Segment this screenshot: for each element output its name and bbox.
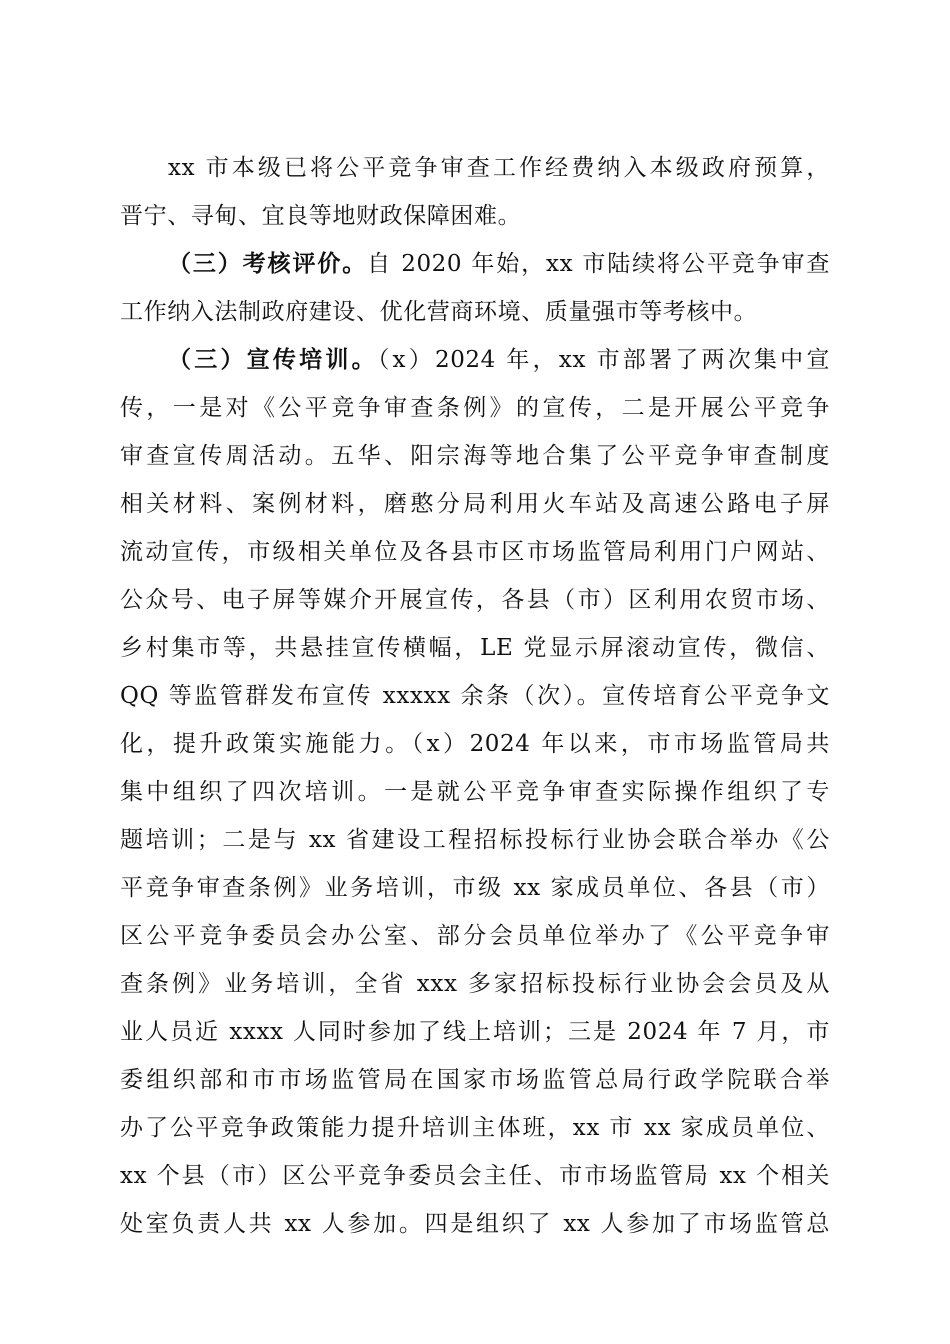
paragraph-3-line-2: 传，一是对《公平竞争审查条例》的宣传，二是开展公平竞争 (120, 395, 830, 421)
document-page (120, 144, 830, 1248)
paragraph-2-line-2: 工作纳入法制政府建设、优化营商环境、质量强市等考核中。 (120, 299, 758, 325)
paragraph-1-line-1: xx 市本级已将公平竞争审查工作经费纳入本级政府预算， (168, 155, 830, 181)
paragraph-3-line-7: 乡村集市等，共悬挂宣传横幅，LE 党显示屏滚动宣传，微信、 (120, 635, 830, 661)
paragraph-2-line-1 (120, 240, 830, 288)
paragraph-3-line-10: 集中组织了四次培训。一是就公平竞争审查实际操作组织了专 (120, 779, 830, 805)
section-heading-publicity-training: （三）宣传培训。 (168, 346, 378, 373)
paragraph-3-line-3: 审查宣传周活动。五华、阳宗海等地合集了公平竞争审查制度 (120, 443, 830, 469)
paragraph-3-line-6: 公众号、电子屏等媒介开展宣传，各县（市）区利用农贸市场、 (120, 587, 830, 613)
section-heading-assessment: （三）考核评价。 (168, 250, 368, 277)
paragraph-3-line-1-text: （x）2024 年，xx 市部署了两次集中宣 (377, 347, 830, 373)
paragraph-3-line-15: 业人员近 xxxx 人同时参加了线上培训；三是 2024 年 7 月，市 (120, 1019, 830, 1045)
paragraph-3-line-16: 委组织部和市市场监管局在国家市场监管总局行政学院联合举 (120, 1067, 830, 1093)
paragraph-3-line-18: xx 个县（市）区公平竞争委员会主任、市市场监管局 xx 个相关 (120, 1163, 830, 1189)
paragraph-3-line-5: 流动宣传，市级相关单位及各县市区市场监管局利用门户网站、 (120, 539, 830, 565)
paragraph-3-line-1 (120, 336, 830, 384)
paragraph-1-line-2: 晋宁、寻甸、宜良等地财政保障困难。 (120, 203, 522, 229)
paragraph-3-line-11: 题培训；二是与 xx 省建设工程招标投标行业协会联合举办《公 (120, 827, 830, 853)
paragraph-3-line-13: 区公平竞争委员会办公室、部分会员单位举办了《公平竞争审 (120, 923, 830, 949)
paragraph-3-line-9: 化，提升政策实施能力。（x）2024 年以来，市市场监管局共 (120, 731, 830, 757)
paragraph-3-line-14: 查条例》业务培训，全省 xxx 多家招标投标行业协会会员及从 (120, 971, 830, 997)
paragraph-3-line-19: 处室负责人共 xx 人参加。四是组织了 xx 人参加了市场监管总 (120, 1211, 830, 1237)
paragraph-2-line-1-text: 自 2020 年始，xx 市陆续将公平竞争审查 (367, 251, 830, 277)
paragraph-3-line-8: QQ 等监管群发布宣传 xxxxx 余条（次）。宣传培育公平竞争文 (120, 683, 830, 709)
paragraph-3-line-4: 相关材料、案例材料，磨憨分局利用火车站及高速公路电子屏 (120, 491, 830, 517)
paragraph-3-line-12: 平竞争审查条例》业务培训，市级 xx 家成员单位、各县（市） (120, 875, 830, 901)
paragraph-3-line-17: 办了公平竞争政策能力提升培训主体班，xx 市 xx 家成员单位、 (120, 1115, 830, 1141)
